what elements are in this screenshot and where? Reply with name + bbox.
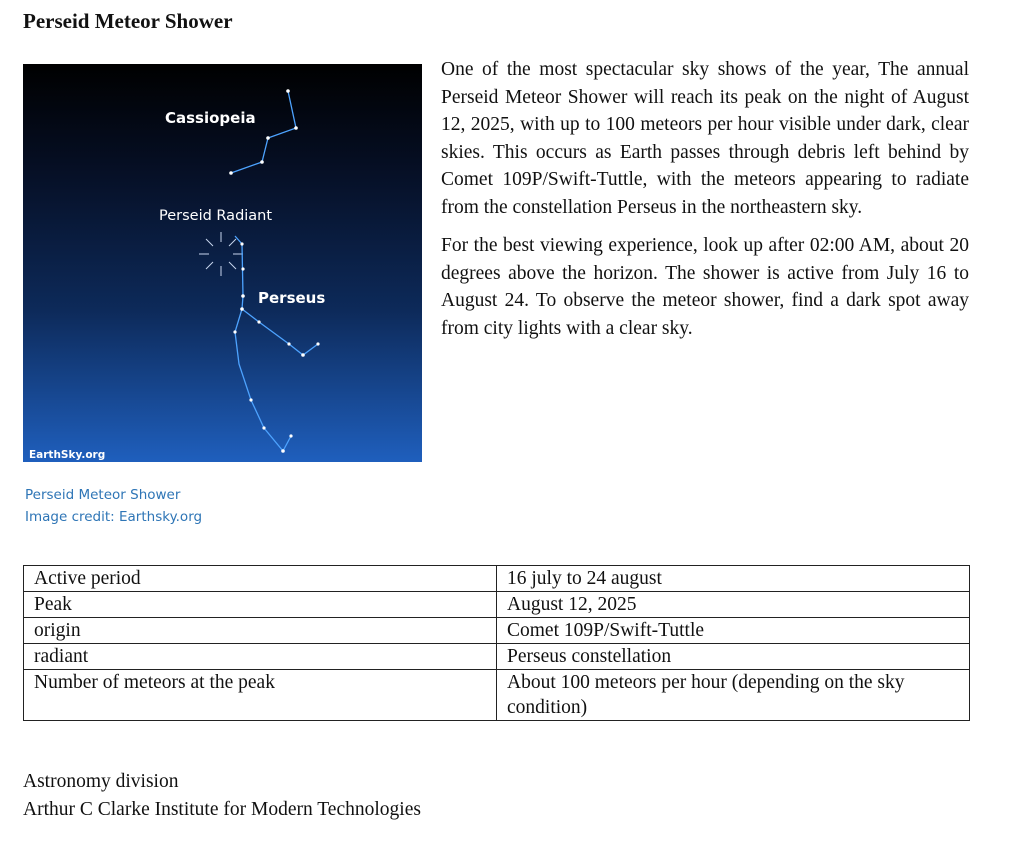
constellation-image (23, 64, 422, 462)
facts-table (23, 565, 970, 721)
page-title: Perseid Meteor Shower (23, 9, 233, 33)
perseus-lines (235, 236, 318, 451)
perseus-label: Perseus (258, 289, 326, 307)
cassiopeia-stars (229, 89, 298, 175)
cassiopeia-lines (231, 91, 296, 173)
radiant-label: Perseid Radiant (159, 208, 273, 224)
table-row (24, 566, 970, 592)
fact-label: Peak (24, 592, 497, 618)
fact-value: About 100 meteors per hour (depending on the sky condition) (497, 670, 970, 721)
article-body (441, 56, 969, 353)
cassiopeia-label: Cassiopeia (165, 109, 256, 127)
caption-title: Perseid Meteor Shower (25, 487, 181, 503)
fact-value: 16 july to 24 august (497, 566, 970, 592)
fact-value: August 12, 2025 (497, 592, 970, 618)
paragraph: One of the most spectacular sky shows of the year, The annual Perseid Meteor Shower will reach its peak on the night of August 12, 2025, with up to 100 meteors per hour visible under dark, clear skies. This occurs as Earth passes through debris left behind by Comet 109P/Swift-Tuttle, with the meteors appearing to radiate from the constellation Perseus in the northeastern sky. (441, 59, 969, 218)
footer-institute: Arthur C Clarke Institute for Modern Technologies (23, 799, 421, 820)
figure-caption (25, 484, 202, 528)
table-row (24, 670, 970, 721)
fact-label: origin (24, 618, 497, 644)
fact-value: Perseus constellation (497, 644, 970, 670)
table-row (24, 618, 970, 644)
fact-label: Active period (24, 566, 497, 592)
footer (23, 768, 421, 824)
fact-label: Number of meteors at the peak (24, 670, 497, 721)
table-row (24, 592, 970, 618)
radiant-burst-icon (199, 232, 243, 276)
star-chart (23, 64, 422, 462)
fact-value: Comet 109P/Swift-Tuttle (497, 618, 970, 644)
footer-division: Astronomy division (23, 771, 179, 792)
watermark: EarthSky.org (29, 449, 106, 461)
fact-label: radiant (24, 644, 497, 670)
caption-credit: Image credit: Earthsky.org (25, 509, 203, 525)
table-row (24, 644, 970, 670)
paragraph: For the best viewing experience, look up after 02:00 AM, about 20 degrees above the horizon. The shower is active from July 16 to August 24. To observe the meteor shower, find a dark spot away from city lights with a clear sky. (441, 235, 969, 339)
perseus-stars (233, 242, 319, 452)
